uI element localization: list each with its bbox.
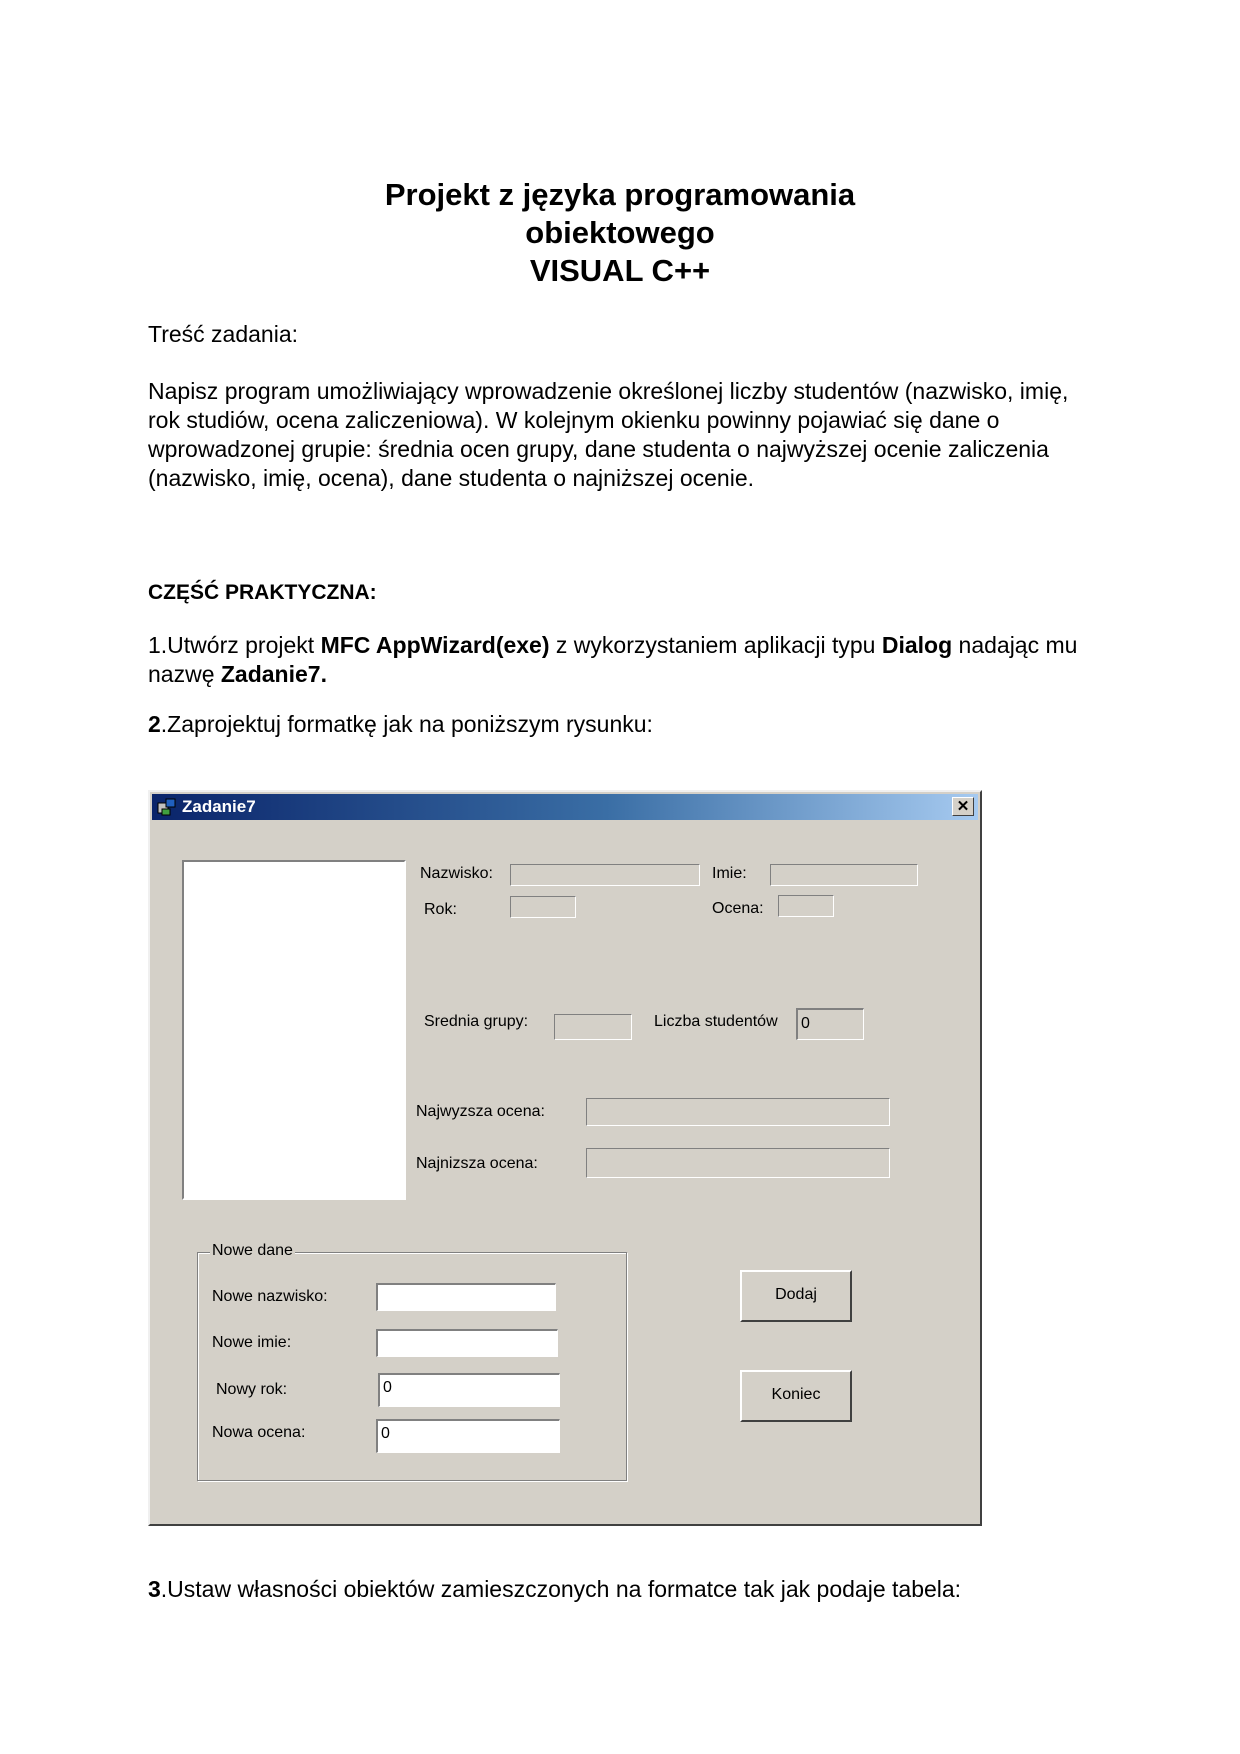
najnizsza-field [586,1148,890,1178]
srednia-field [554,1014,632,1040]
rok-field [510,896,576,918]
students-listbox[interactable] [182,860,406,1200]
title-line-2: obiektowego [525,215,715,250]
step-3-number: 3 [148,1576,161,1602]
dodaj-button[interactable]: Dodaj [740,1270,852,1322]
step-2-number: 2 [148,711,161,737]
label-najwyzsza: Najwyzsza ocena: [416,1103,545,1120]
step-3 [148,1575,1098,1604]
liczba-field [796,1008,864,1040]
title-line-3: VISUAL C++ [529,253,711,288]
nowe-nazwisko-input[interactable] [376,1283,556,1311]
label-rok: Rok: [424,901,457,918]
label-nowy-rok: Nowy rok: [216,1381,288,1398]
koniec-button[interactable]: Koniec [740,1370,852,1422]
nowe-imie-input[interactable] [376,1329,558,1357]
step-1-bold-c: Zadanie7. [220,661,327,687]
najwyzsza-field [586,1098,890,1126]
label-liczba: Liczba studentów [654,1013,778,1030]
title-line-1: Projekt z języka programowania [384,177,856,212]
step-3-text: .Ustaw własności obiektów zamieszczonych na formatce tak jak podaje tabela: [160,1576,962,1602]
label-srednia: Srednia grupy: [424,1013,529,1030]
step-1-number: 1 [148,632,161,658]
step-2 [148,710,1098,739]
label-nazwisko: Nazwisko: [420,865,493,882]
step-1-bold-b: Dialog [881,632,953,658]
dialog-title: Zadanie7 [182,797,256,816]
ocena-field [778,895,834,917]
imie-field [770,864,918,886]
document-title [0,176,1240,290]
label-nowe-nazwisko: Nowe nazwisko: [212,1288,328,1305]
practical-heading: CZĘŚĆ PRAKTYCZNA: [148,581,377,604]
close-icon[interactable]: ✕ [952,797,974,816]
label-ocena: Ocena: [712,900,764,917]
nowy-rok-value: 0 [383,1379,392,1396]
task-heading: Treść zadania: [148,321,298,347]
step-1-bold-a: MFC AppWizard(exe) [320,632,550,658]
dialog-window [148,790,982,1526]
app-icon [156,797,178,817]
step-2-text: .Zaprojektuj formatkę jak na poniższym rysunku: [160,711,653,737]
label-najnizsza: Najnizsza ocena: [416,1155,538,1172]
dialog-titlebar [152,794,978,820]
label-imie: Imie: [712,865,747,882]
nowy-rok-input[interactable] [378,1373,560,1407]
group-label: Nowe dane [212,1242,293,1259]
nowa-ocena-value: 0 [381,1425,390,1442]
liczba-value: 0 [801,1015,810,1032]
nowa-ocena-input[interactable] [376,1419,560,1453]
step-1 [148,631,1098,689]
label-nowa-ocena: Nowa ocena: [212,1424,306,1441]
step-1-text-c: nadając mu nazwę [148,632,1078,687]
step-1-text-b: z wykorzystaniem aplikacji typu [549,632,882,658]
step-1-text-a: .Utwórz projekt [160,632,321,658]
nowe-dane-group [197,1242,627,1481]
label-nowe-imie: Nowe imie: [212,1334,292,1351]
nazwisko-field [510,864,700,886]
task-body: Napisz program umożliwiający wprowadzenie określonej liczby studentów (nazwisko, imię, rok studiów, ocena zaliczeniowa). W kolejnym okienku powinny pojawiać się dane o wprowadzonej grupie: średnia ocen grupy, dane studenta o najwyższej ocenie zaliczenia (nazwisko, imię, ocena), dane studenta o najniższej ocenie. [148,378,1069,491]
